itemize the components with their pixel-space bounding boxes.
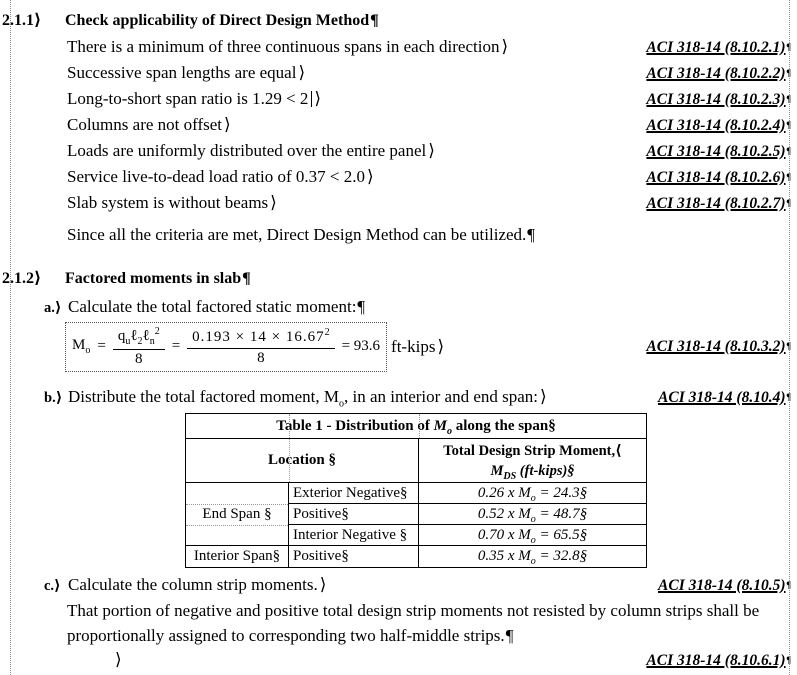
line-end-mark: ⟩ [437, 337, 445, 356]
item-a-text: Calculate the total factored static moment:¶ [68, 297, 366, 316]
pilcrow-mark: ¶ [786, 146, 791, 156]
pilcrow-mark: ¶ [527, 225, 535, 244]
criterion-text: Successive span lengths are equal ⟩ [67, 63, 306, 82]
pilcrow-mark: ¶ [786, 392, 791, 402]
column-strip-paragraph: That portion of negative and positive total design strip moments not resisted by column strips shall be proportionally assigned to corresponding two half-middle strips.¶ [67, 601, 760, 645]
static-moment-formula-line [65, 322, 791, 372]
pilcrow-mark: ¶ [786, 580, 791, 590]
line-end-mark: ⟩ [270, 193, 277, 212]
formula-units: ft-kips ⟩ [391, 337, 445, 356]
equals-sign: = [171, 338, 181, 355]
moment-value-cell: 0.35 x $M_o$ = 32.8§ [477, 548, 588, 567]
pilcrow-mark: ¶ [786, 68, 791, 78]
text-cursor[interactable] [311, 91, 312, 107]
criterion-line [67, 164, 791, 190]
conclusion-text: Since all the criteria are met, Direct Design Method can be utilized.¶ [67, 225, 535, 244]
criterion-text: Slab system is without beams ⟩ [67, 193, 277, 212]
pilcrow-mark: ¶ [786, 94, 791, 104]
item-c-label: c.⟩ [44, 578, 61, 594]
criterion-line [67, 112, 791, 138]
pilcrow-mark: ¶ [370, 12, 379, 29]
dotted-column-guide [289, 414, 290, 438]
aci-reference: ACI 318-14 (8.10.5)¶ [658, 577, 791, 594]
formula-region[interactable] [65, 322, 387, 372]
aci-reference: ACI 318-14 (8.10.2.6)¶ [646, 169, 791, 186]
pilcrow-mark: ¶ [786, 172, 791, 182]
criterion-text: There is a minimum of three continuous spans in each direction ⟩ [67, 37, 509, 56]
item-c-line [0, 572, 791, 598]
line-end-mark: ⟩ [314, 89, 322, 108]
item-b-text: Distribute the total factored moment, $M_o$, in an interior and end span: ⟩ [68, 387, 547, 410]
location-header-cell: Location § [186, 439, 419, 483]
criterion-line [67, 34, 791, 60]
pilcrow-mark: ¶ [505, 626, 514, 645]
right-margin-guide [786, 0, 791, 675]
conclusion-line [67, 222, 791, 248]
aci-reference: ACI 318-14 (8.10.3.2)¶ [646, 338, 791, 355]
line-end-mark: ⟩ [367, 167, 374, 186]
aci-reference: ACI 318-14 (8.10.2.4)¶ [646, 117, 791, 134]
line-end-mark: ⟩ [428, 141, 435, 160]
line-end-mark: ⟩ [540, 387, 547, 406]
criterion-line [67, 138, 791, 164]
moment-value-cell: 0.52 x $M_o$ = 48.7§ [419, 504, 646, 525]
line-end-mark: ⟩ [115, 650, 122, 669]
interior-span-cell: Interior Span§ [186, 546, 289, 567]
formula-lhs: $M_o$ [72, 337, 91, 357]
pilcrow-mark: ¶ [786, 42, 791, 52]
dotted-row-guide [186, 504, 288, 505]
aci-reference: ACI 318-14 (8.10.2.5)¶ [646, 143, 791, 160]
equals-sign: = [97, 338, 106, 355]
aci-reference: ACI 318-14 (8.10.2.2)¶ [646, 65, 791, 82]
pilcrow-mark: ¶ [357, 297, 366, 316]
moment-distribution-table [185, 413, 647, 568]
section-2-1-2-heading [0, 266, 797, 292]
table-title-cell: Table 1 - Distribution of $M_o$ along the span§ [186, 414, 646, 439]
line-end-mark: ⟩ [298, 63, 306, 82]
moment-value-cell: 0.70 x $M_o$ = 65.5§ [419, 525, 646, 546]
criterion-text: Long-to-short span ratio is 1.29 < 2 ⟩ [67, 89, 322, 108]
numeric-fraction: $\frac{0.193 \times 14 \times 16.67^2}{8}$ [187, 327, 334, 367]
formula-result: = 93.6 [341, 338, 381, 355]
pilcrow-mark: ¶ [786, 198, 791, 208]
item-c-text: Calculate the column strip moments. ⟩ [68, 575, 327, 594]
location-cell: Positive§ [289, 546, 419, 567]
section-title-text: Check applicability of Direct Design Method [65, 12, 370, 29]
section-title-text: Factored moments in slab [65, 270, 242, 287]
aci-reference: ACI 318-14 (8.10.2.1)¶ [646, 39, 791, 56]
criterion-text: Columns are not offset ⟩ [67, 115, 231, 134]
item-b-line [0, 384, 791, 410]
item-a-line [0, 294, 791, 320]
pilcrow-mark: ¶ [786, 341, 791, 351]
criterion-text: Loads are uniformly distributed over the entire panel ⟩ [67, 141, 435, 160]
dotted-column-guide [419, 414, 420, 438]
section-title [65, 8, 379, 34]
aci-reference: ACI 318-14 (8.10.2.7)¶ [646, 195, 791, 212]
section-number: 2.1.2⟩ [2, 270, 42, 287]
moment-header-cell: Total Design Strip Moment,⟨ $M_{DS}$ (ft-kips)§ [419, 439, 646, 483]
pilcrow-mark: ¶ [786, 655, 791, 665]
aci-reference: ACI 318-14 (8.10.6.1)¶ [646, 652, 791, 669]
trailing-line [115, 648, 791, 672]
location-cell: Positive§ [289, 504, 419, 525]
criterion-text: Service live-to-dead load ratio of 0.37 < 2.0 ⟩ [67, 167, 374, 186]
line-end-mark: ⟩ [224, 115, 231, 134]
section-number: 2.1.1⟩ [2, 12, 42, 29]
line-end-mark: ⟩ [501, 37, 509, 56]
section-2-1-1-heading [0, 8, 797, 34]
dotted-row-guide [186, 525, 288, 526]
location-cell: Exterior Negative§ [289, 483, 419, 504]
symbolic-fraction: $\frac{q_u\ell_2\ell_n^2}{8}$ [113, 326, 165, 368]
criterion-line [67, 60, 791, 86]
criterion-line [67, 86, 791, 112]
pilcrow-mark: ¶ [242, 270, 251, 287]
criterion-line [67, 190, 791, 216]
dotted-column-guide [289, 439, 290, 482]
line-end-mark: ⟩ [319, 575, 327, 594]
aci-reference: ACI 318-14 (8.10.4)¶ [658, 389, 791, 406]
left-margin-guide [10, 0, 11, 675]
item-a-label: a.⟩ [44, 300, 62, 316]
moment-value-cell: 0.26 x $M_o$ = 24.3§ [419, 483, 646, 504]
end-span-cell: End Span § [186, 483, 289, 546]
aci-reference: ACI 318-14 (8.10.2.3)¶ [646, 91, 791, 108]
pilcrow-mark: ¶ [786, 120, 791, 130]
location-cell: Interior Negative § [289, 525, 419, 546]
item-b-label: b.⟩ [44, 390, 63, 406]
section-title [65, 266, 251, 292]
